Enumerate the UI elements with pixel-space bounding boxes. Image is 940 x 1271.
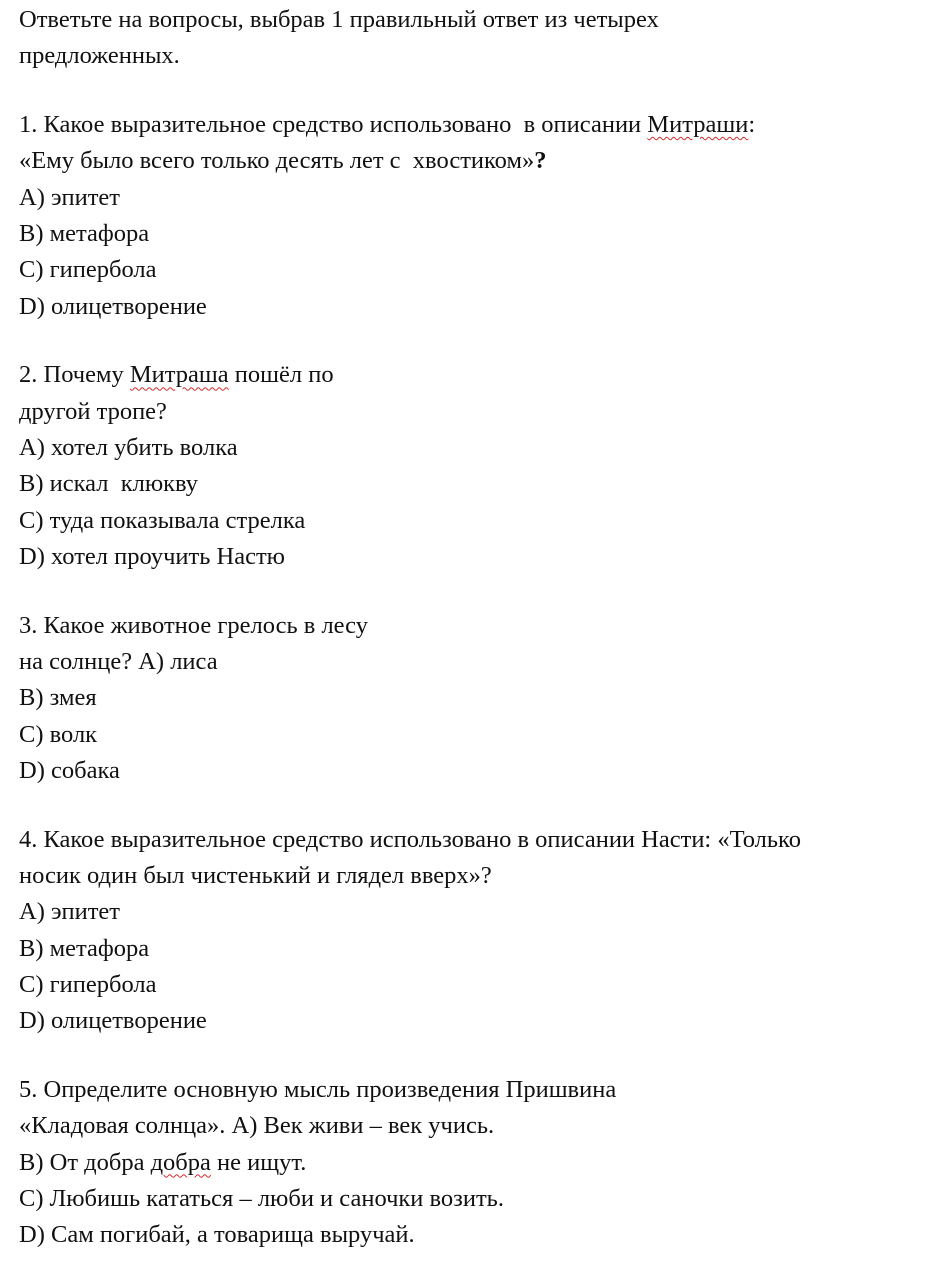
intro-line-1: Ответьте на вопросы, выбрав 1 правильный ответ из четырех (19, 6, 659, 33)
question-2-text-cont: другой тропе? (19, 397, 167, 425)
answer-option-d: D) олицетворение (19, 1007, 207, 1035)
answer-option-b: B) змея (19, 684, 97, 712)
question-5 (19, 1072, 934, 1253)
question-1-text-part: 1. Какое выразительное средство использовано в описании (19, 111, 648, 139)
spacer (19, 575, 934, 608)
answer-option-c: C) гипербола (19, 256, 157, 284)
answer-option-c: C) гипербола (19, 970, 157, 998)
question-2-text-end: пошёл по (228, 361, 334, 389)
question-5-text-cont: «Кладовая солнца». A) Век живи – век учись. (19, 1112, 495, 1140)
answer-option-d: D) олицетворение (19, 292, 207, 320)
spacer (19, 1039, 934, 1072)
spellcheck-word: добра (150, 1148, 211, 1176)
document-page (19, 2, 934, 1253)
question-5-text: 5. Определите основную мысль произведения Пришвина (19, 1075, 617, 1103)
intro-line-2: предложенных. (19, 42, 180, 70)
answer-option-a: A) эпитет (19, 898, 121, 926)
answer-option-a: A) хотел убить волка (19, 433, 238, 461)
question-1-text (19, 107, 934, 143)
answer-option-d: D) хотел проучить Настю (19, 542, 285, 570)
question-3 (19, 608, 934, 789)
question-1 (19, 107, 934, 325)
answer-option-a: A) эпитет (19, 183, 121, 211)
question-1-quote-text: «Ему было всего только десять лет с хвостиком» (19, 147, 535, 175)
question-2-text-part: 2. Почему (19, 361, 130, 389)
question-3-text-cont: на солнце? A) лиса (19, 647, 218, 675)
answer-option-d: D) Сам погибай, а товарища выручай. (19, 1221, 415, 1249)
question-4-text-cont: носик один был чистенький и глядел вверх»? (19, 861, 492, 889)
question-4 (19, 822, 934, 1040)
spacer (19, 75, 934, 108)
question-3-text: 3. Какое животное грелось в лесу (19, 611, 368, 639)
question-mark: ? (534, 147, 547, 175)
answer-option-b: B) метафора (19, 934, 150, 962)
answer-option-b: B) метафора (19, 219, 150, 247)
answer-option-d: D) собака (19, 756, 120, 784)
question-2-text (19, 357, 934, 393)
answer-option-b-part: B) От добра (19, 1148, 151, 1176)
answer-option-c: C) туда показывала стрелка (19, 506, 306, 534)
answer-option-c: C) Любишь кататься – люби и саночки возить. (19, 1184, 504, 1212)
question-1-quote (19, 143, 934, 179)
answer-option-b-end: не ищут. (210, 1148, 307, 1176)
spacer (19, 789, 934, 822)
answer-option-b (19, 1145, 934, 1181)
answer-option-c: C) волк (19, 720, 98, 748)
answer-option-b: B) искал клюкву (19, 470, 199, 498)
question-1-text-end: : (748, 111, 756, 139)
spellcheck-word: Митраши (647, 111, 749, 139)
spacer (19, 325, 934, 358)
question-2 (19, 357, 934, 575)
question-4-text: 4. Какое выразительное средство использовано в описании Насти: «Только (19, 825, 801, 853)
spellcheck-word: Митраша (129, 361, 229, 389)
